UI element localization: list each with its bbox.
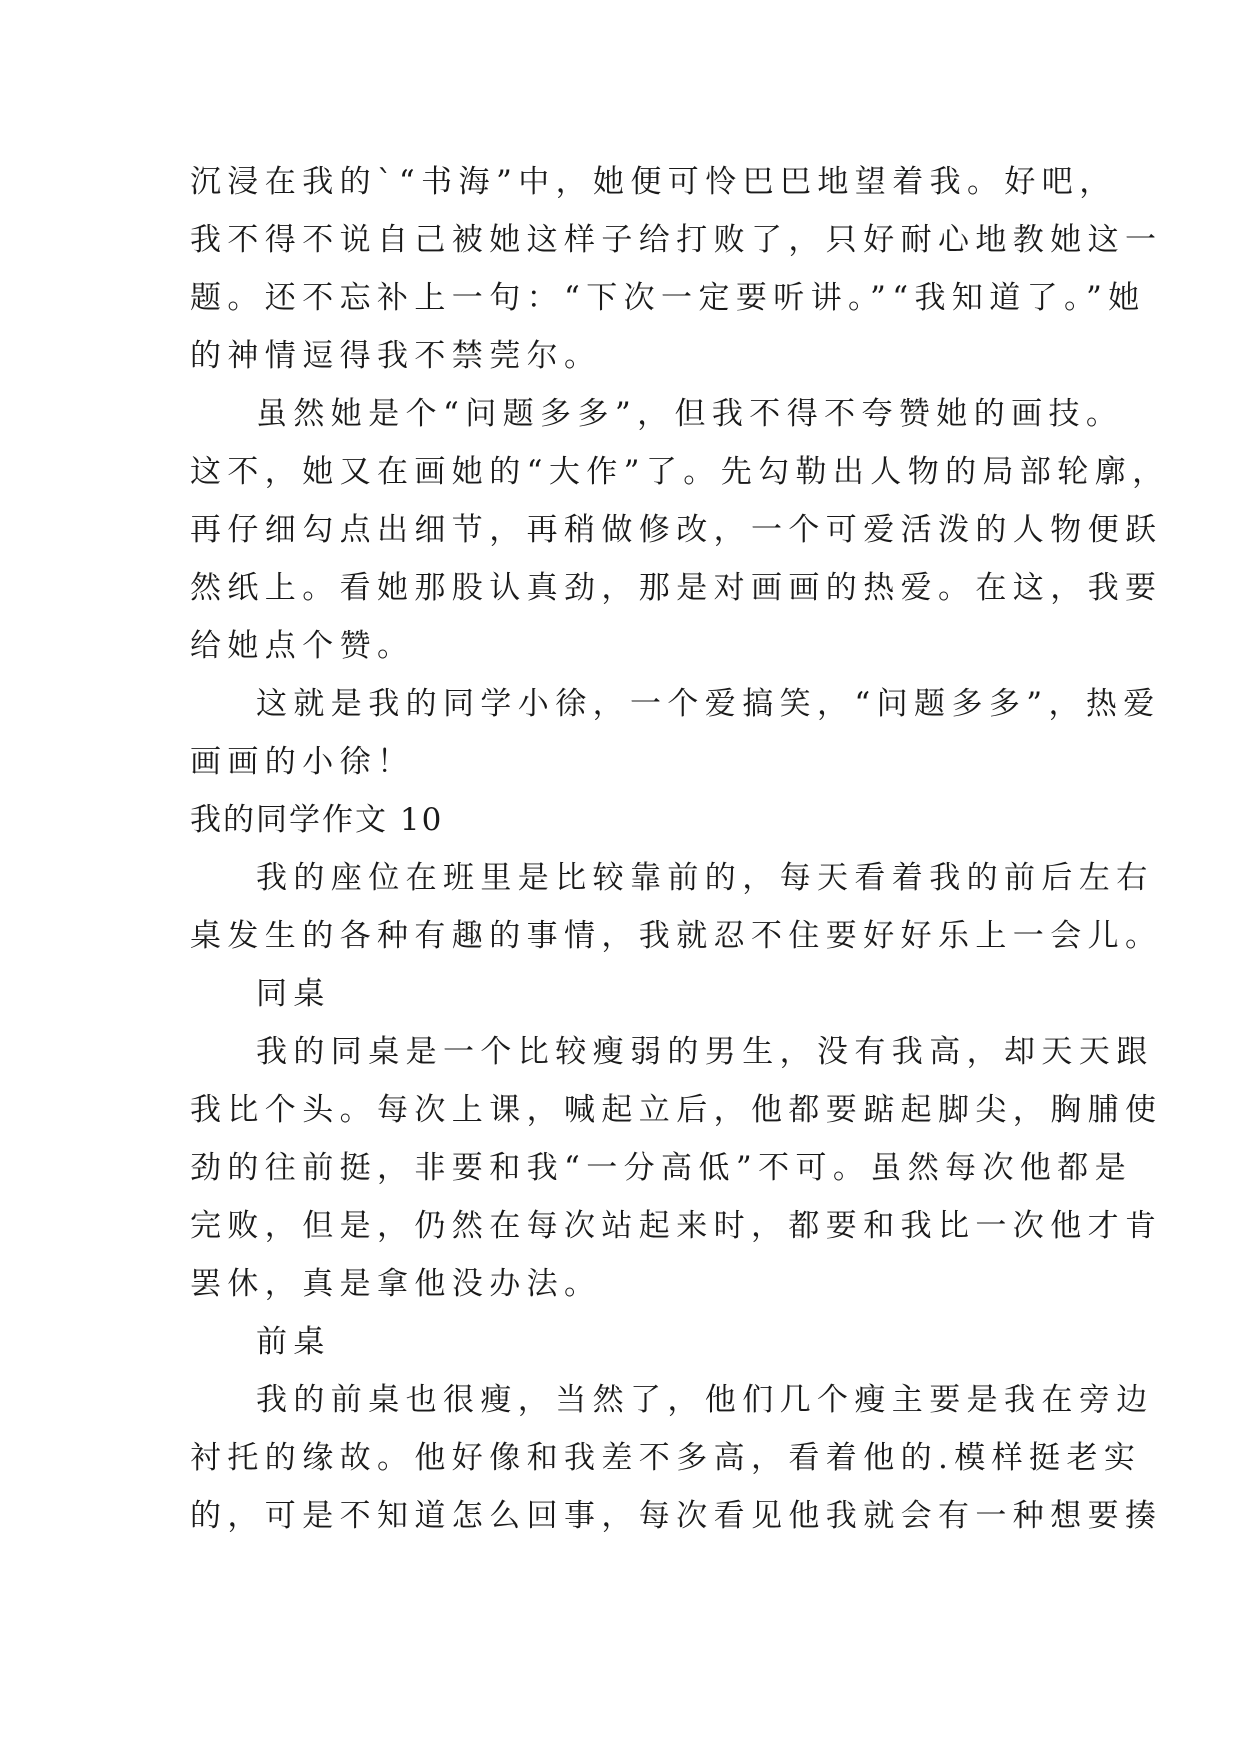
text-line: 虽然她是个“问题多多”，但我不得不夸赞她的画技。 [256,396,1124,432]
text-line: 给她点个赞。 [190,628,415,664]
subheading: 同桌 [256,976,331,1012]
text-line: 桌发生的各种有趣的事情，我就忍不住要好好乐上一会儿。 [190,918,1163,954]
text-line: 的，可是不知道怎么回事，每次看见他我就会有一种想要揍 [190,1498,1163,1534]
text-line: 衬托的缘故。他好像和我差不多高，看着他的.模样挺老实 [190,1440,1142,1476]
text-line: 这就是我的同学小徐，一个爱搞笑，“问题多多”，热爱 [256,686,1161,722]
text-line: 我不得不说自己被她这样子给打败了，只好耐心地教她这一 [190,222,1163,258]
text-line: 的神情逗得我不禁莞尔。 [190,338,602,374]
text-line: 再仔细勾点出细节，再稍做修改，一个可爱活泼的人物便跃 [190,512,1163,548]
text-line: 我的座位在班里是比较靠前的，每天看着我的前后左右 [256,860,1154,896]
text-line: 题。还不忘补上一句：“下次一定要听讲。”“我知道了。”她 [190,280,1146,316]
text-line: 然纸上。看她那股认真劲，那是对画画的热爱。在这，我要 [190,570,1163,606]
text-line: 罢休，真是拿他没办法。 [190,1266,602,1302]
text-line: 我的前桌也很瘦，当然了，他们几个瘦主要是我在旁边 [256,1382,1154,1418]
text-line: 这不，她又在画她的“大作”了。先勾勒出人物的局部轮廓， [190,454,1170,490]
section-heading: 我的同学作文 10 [190,802,444,838]
text-line: 劲的往前挺，非要和我“一分高低”不可。虽然每次他都是 [190,1150,1133,1186]
text-line: 我比个头。每次上课，喊起立后，他都要踮起脚尖，胸脯使 [190,1092,1163,1128]
text-line: 沉浸在我的`“书海”中，她便可怜巴巴地望着我。好吧， [190,164,1117,200]
text-line: 我的同桌是一个比较瘦弱的男生，没有我高，却天天跟 [256,1034,1154,1070]
text-line: 完败，但是，仍然在每次站起来时，都要和我比一次他才肯 [190,1208,1163,1244]
text-line: 画画的小徐！ [190,744,415,780]
subheading: 前桌 [256,1324,331,1360]
